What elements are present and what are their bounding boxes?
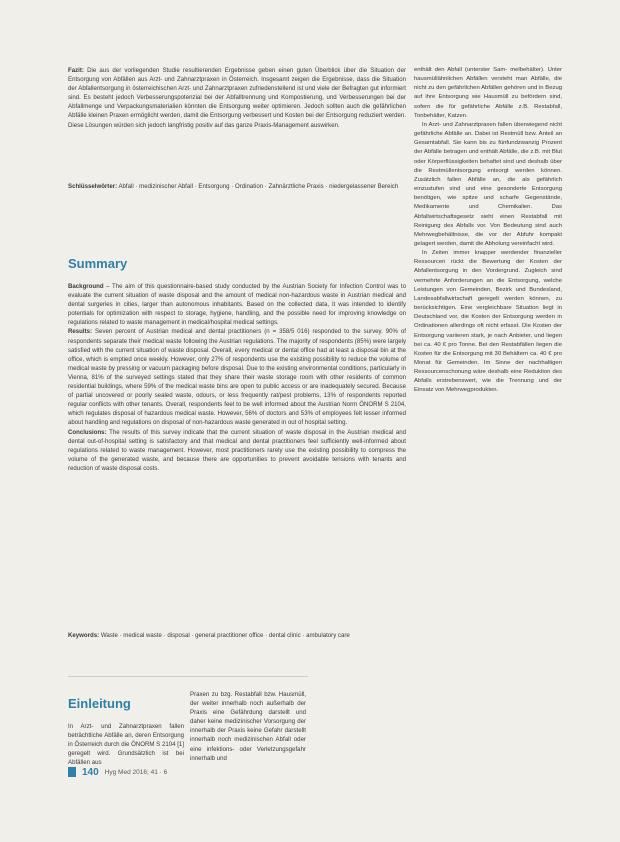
section-divider [68,676,308,677]
background-text: – The aim of this questionnaire-based study conducted by the Austrian Society for Infection Control was to evaluate the current situation of waste disposal and the amount of medical non-hazardous waste in Austrian medical and dental surgeries in cities, larger than autonomous inhabitants. Based on the collected data, it was intended to identify potentials for optimization with respect to storage, hygiene, handling, and the possible need for improving knowledge on regulations related to waste management in medical/hospital medical settings. [68,283,406,327]
footer-marker-icon [68,767,76,777]
right-paragraph-3: In Zeiten immer knapper werdender finanzieller Ressourcen rückt die Bewertung der Kosten der Abfallentsorgung in den Vordergrund. Zugleich sind vermehrte Anforderungen an die Entsorgung, welche Leistungen von Gemeinden, Bezirk und Bundesland, Landesabfallwirtschaft geregelt werden können, zu berücksichtigen. Eine vergleichbare Situation liegt in Deutschland vor, die Kosten der Entsorgung werden in Ordinationen allerdings oft nicht erfasst. Die Kosten der Entsorgung variieren stark, je nach Anbieter, und liegen bei ca. 40 € pro Tonne. Bei den Restabfällen liegen die Kosten für die Entsorgung mit 30 Behältern ca. 40 € pro Monat für Gemeinden. Im Sinne der nachhaltigen Ressourcenschonung wäre deshalb eine Reduktion des Abfalls erstrebenswert, wie die Trennung und der Einsatz von Mehrwegprodukten. [414,250,562,394]
right-column [414,66,562,396]
keywords-english-label: Keywords: [68,632,100,639]
summary-body [68,282,406,473]
fazit-text: Die aus der vorliegenden Studie resultierenden Ergebnisse geben einen guten Überblick über die Situation der Entsorgung von Abfällen aus Arzt- und Zahnarztpraxen in Österreich. Insgesamt zeigen die Ergebnisse, dass die Situation der Abfallentsorgung in österreichischen Arzt- und Zahnarztpraxen zufriedenstellend ist und viele der Befragten gut informiert sind. Es besteht jedoch Verbesserungspotenzial bei der Abfalltrennung und Kompostierung, und Verbesserungen bei der Abfallmenge und Verpackungsmaterialien könnten die Entsorgung weiter optimieren. Jedoch sollten auch die gefährlichen Abfälle kleinen Praxen ermöglicht werden, damit die Entsorgung verbessert und Kosten bei der Entsorgung reduziert werden. Diese Lösungen würden sich jedoch langfristig positiv auf das ganze Praxis-Management auswirken. [68,67,406,129]
background-label: Background [68,283,104,290]
page-number: 140 [82,766,99,778]
keywords-german [68,182,406,191]
fazit-label: Fazit: [68,67,84,74]
einleitung-text-1: In Arzt- und Zahnarztpraxen fallen beträchtliche Abfälle an, deren Entsorgung in Österreich durch die ÖNORM S 2104 [1] geregelt wird. Grundsätzlich ist bei Abfällen aus [68,723,184,767]
results-label: Results: [68,328,93,336]
keywords-german-label: Schlüsselwörter: [68,183,118,190]
journal-citation: Hyg Med 2016; 41 · 6 [104,768,168,776]
fazit-paragraph [68,66,406,130]
keywords-english-text: Waste · medical waste · disposal · general practitioner office · dental clinic · ambulatory care [99,632,350,639]
page-footer [68,766,167,778]
conclusions-label: Conclusions: [68,428,107,436]
einleitung-heading: Einleitung [68,696,131,711]
einleitung-column-1 [68,722,184,767]
results-text: Seven percent of Austrian medical and dental practitioners (n = 358/5 016) responded to the survey. 90% of respondents separate their medical waste following the Austrian regulations. The majority of respondents (85%) were largely satisfied with the current situation of waste disposal. Overall, every medical or dental office had at least a disposal bin at the office, which is emptied once weekly. However, only 27% of respondents use the existing possibility to reduce the volume of medical waste by pressing or vacuum packaging before disposal. Due to the existing environmental conditions, particularly in Vienna, 81% of the surveyed settings stated that they share their waste storage room with other residents of common residential buildings, where 59% of the medical waste bins are open to public access or are inadequately secured. Because of partial uncovered or poorly sealed waste, odours, or less frequently rat/pest problems, 13% of respondents reported regular conflicts with other tenants. Overall, respondents feel to be well informed about the Austrian Norm ÖNORM S 2104, which regulates disposal of hazardous medical waste. However, 56% of doctors and 53% of employees felt lesser informed about handling and regulations on disposal of non-hazardous waste generated in out of hospital setting. [68,328,406,427]
right-paragraph-2: In Arzt- und Zahnarztpraxen fallen überwiegend nicht gefährliche Abfälle an. Dabei ist Restmüll bzw. Anteil an Gesamtabfall. Sie kann bis zu fünfundzwanzig Prozent der Abfälle betragen und enthält Abfälle, die z.B. mit Blut oder Körperflüssigkeiten behaftet sind und deshalb über die Restmüllentsorgung entsorgt werden können. Zusätzlich fallen Abfälle an, die als gefährlich einzustufen sind und eine gesonderte Entsorgung benötigen, wie spitze und scharfe Gegenstände, Medikamente und Chemikalien. Das Abfallwirtschaftsgesetz sieht einen Restabfall mit Reinigung des Abfalls vor. Von Bedeutung sind auch Mehrwegbehältnisse, die vor der Abfuhr kompakt gelagert werden, damit die Abholung vereinfacht wird. [414,121,562,247]
einleitung-column-2 [190,690,306,763]
conclusions-text: The results of this survey indicate that the current situation of waste disposal in the Austrian medical and dental out-of-hospital setting is satisfactory and that medical and dental practitioners feel sufficiently well-informed about regulations related to waste management. However, most practitioners rarely use the existing possibility to compress the volume of the generated waste, and because there are opportunities to prevent avoidable tensions with tenants and reduction of waste disposal costs. [68,428,406,472]
summary-heading: Summary [68,256,128,271]
keywords-german-text: Abfall · medizinischer Abfall · Entsorgung · Ordination · Zahnärztliche Praxis · niedergelassener Bereich [117,183,399,190]
right-paragraph-1: enthält den Abfall (unterster Sam- melbehälter). Unter hausmüllähnlichen Abfällen versteht man Abfälle, die nicht zu den gefährlichen Abfällen gehören und in Bezug auf ihre Entsorgung wie Hausmüll zu befördern sind, sofern die für gefährliche Abfälle z.B. Restabfall, Tonbehälter, Katzen. [414,67,562,119]
einleitung-text-2: Praxen zu bzg. Restabfall bzw. Hausmüll, der weiter innerhalb noch außerhalb der Praxis eine Gefährdung darstellt und daher keine medizinischer Vorsorgung der innerhalb der Praxis keine Gefahr darstellt innerhalb noch medizinischen Abfall oder eine infektions- oder Verletzungsgefahr innerhalb und [190,691,306,762]
keywords-english [68,631,406,640]
